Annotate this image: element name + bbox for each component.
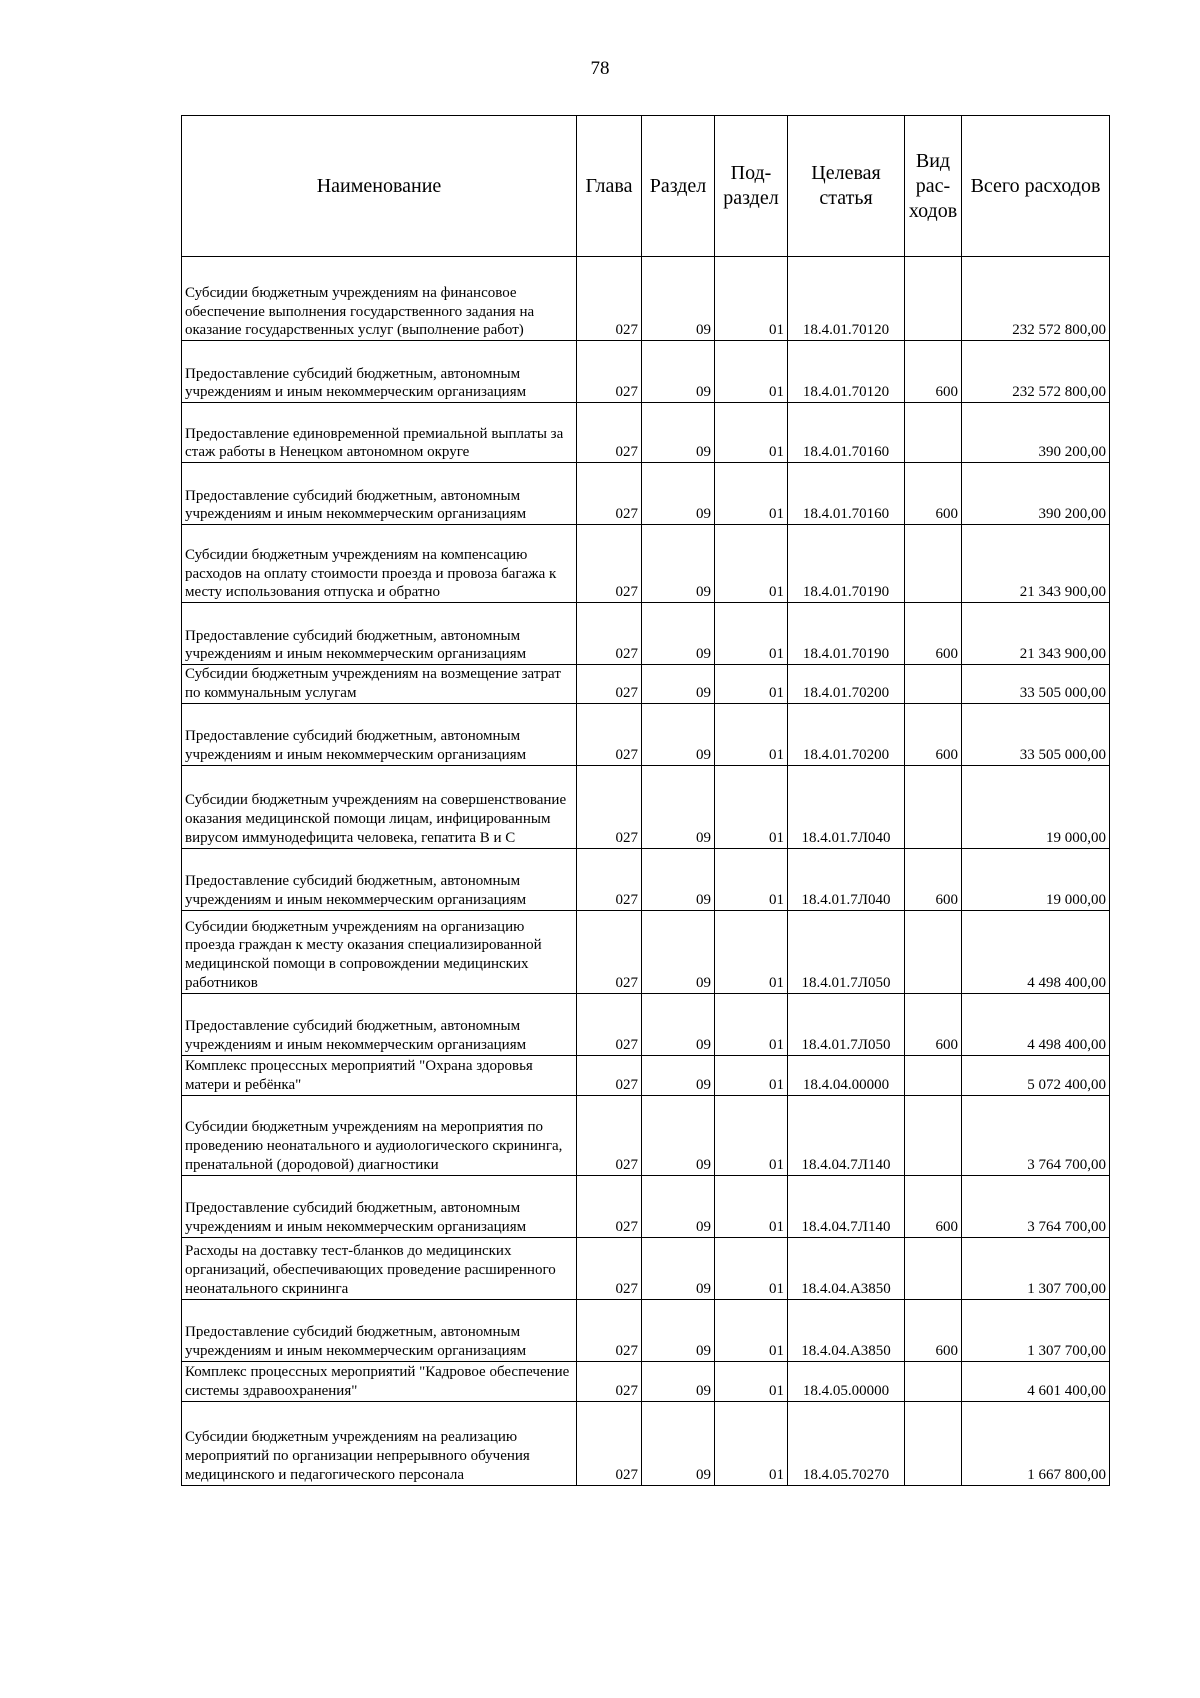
row-glava: 027 <box>577 341 642 403</box>
row-statya: 18.4.01.70120 <box>788 341 905 403</box>
row-total: 21 343 900,00 <box>962 525 1110 603</box>
row-total: 4 601 400,00 <box>962 1361 1110 1401</box>
table-row <box>182 1299 1110 1361</box>
row-statya: 18.4.04.А3850 <box>788 1299 905 1361</box>
row-podrazdel: 01 <box>715 257 788 341</box>
row-name: Предоставление субсидий бюджетным, автономным учреждениям и иным некоммерческим организациям <box>182 341 577 403</box>
row-podrazdel: 01 <box>715 463 788 525</box>
row-vid <box>905 910 962 993</box>
row-name: Субсидии бюджетным учреждениям на совершенствование оказания медицинской помощи лицам, инфицированным вирусом иммунодефицита человека, гепатита В и С <box>182 765 577 848</box>
row-podrazdel: 01 <box>715 910 788 993</box>
row-total: 390 200,00 <box>962 403 1110 463</box>
row-podrazdel: 01 <box>715 1401 788 1485</box>
budget-table <box>181 115 1110 1486</box>
row-razdel: 09 <box>642 993 715 1055</box>
header-name: Наименование <box>182 116 577 257</box>
row-podrazdel: 01 <box>715 1055 788 1095</box>
row-vid <box>905 665 962 704</box>
row-name: Предоставление субсидий бюджетным, автономным учреждениям и иным некоммерческим организациям <box>182 993 577 1055</box>
row-vid: 600 <box>905 848 962 910</box>
row-razdel: 09 <box>642 1095 715 1175</box>
row-total: 5 072 400,00 <box>962 1055 1110 1095</box>
row-name: Комплекс процессных мероприятий "Охрана здоровья матери и ребёнка" <box>182 1055 577 1095</box>
row-name: Субсидии бюджетным учреждениям на компенсацию расходов на оплату стоимости проезда и провоза багажа к месту использования отпуска и обратно <box>182 525 577 603</box>
row-glava: 027 <box>577 910 642 993</box>
row-total: 1 307 700,00 <box>962 1237 1110 1299</box>
row-razdel: 09 <box>642 765 715 848</box>
table-row <box>182 257 1110 341</box>
row-razdel: 09 <box>642 848 715 910</box>
row-razdel: 09 <box>642 463 715 525</box>
row-razdel: 09 <box>642 665 715 704</box>
row-razdel: 09 <box>642 1361 715 1401</box>
row-glava: 027 <box>577 765 642 848</box>
row-glava: 027 <box>577 403 642 463</box>
row-total: 390 200,00 <box>962 463 1110 525</box>
row-podrazdel: 01 <box>715 993 788 1055</box>
row-vid <box>905 1237 962 1299</box>
row-statya: 18.4.01.70200 <box>788 703 905 765</box>
row-statya: 18.4.01.70160 <box>788 463 905 525</box>
row-glava: 027 <box>577 1237 642 1299</box>
row-name: Комплекс процессных мероприятий "Кадровое обеспечение системы здравоохранения" <box>182 1361 577 1401</box>
row-razdel: 09 <box>642 403 715 463</box>
row-podrazdel: 01 <box>715 1237 788 1299</box>
row-total: 19 000,00 <box>962 765 1110 848</box>
row-razdel: 09 <box>642 341 715 403</box>
row-total: 4 498 400,00 <box>962 910 1110 993</box>
row-total: 19 000,00 <box>962 848 1110 910</box>
header-glava: Глава <box>577 116 642 257</box>
row-statya: 18.4.01.7Л040 <box>788 765 905 848</box>
row-podrazdel: 01 <box>715 1095 788 1175</box>
row-total: 33 505 000,00 <box>962 665 1110 704</box>
table-row <box>182 993 1110 1055</box>
row-name: Предоставление субсидий бюджетным, автономным учреждениям и иным некоммерческим организациям <box>182 463 577 525</box>
row-vid <box>905 1361 962 1401</box>
table-row <box>182 525 1110 603</box>
row-glava: 027 <box>577 1095 642 1175</box>
row-statya: 18.4.05.70270 <box>788 1401 905 1485</box>
row-podrazdel: 01 <box>715 1361 788 1401</box>
table-row <box>182 703 1110 765</box>
row-statya: 18.4.01.70190 <box>788 603 905 665</box>
row-glava: 027 <box>577 1175 642 1237</box>
row-total: 33 505 000,00 <box>962 703 1110 765</box>
table-row <box>182 848 1110 910</box>
row-statya: 18.4.01.70120 <box>788 257 905 341</box>
row-podrazdel: 01 <box>715 1299 788 1361</box>
table-row <box>182 1095 1110 1175</box>
table-row <box>182 403 1110 463</box>
row-statya: 18.4.04.7Л140 <box>788 1095 905 1175</box>
row-podrazdel: 01 <box>715 1175 788 1237</box>
row-razdel: 09 <box>642 525 715 603</box>
row-vid <box>905 403 962 463</box>
row-razdel: 09 <box>642 1401 715 1485</box>
row-razdel: 09 <box>642 1055 715 1095</box>
row-name: Субсидии бюджетным учреждениям на финансовое обеспечение выполнения государственного задания на оказание государственных услуг (выполнение работ) <box>182 257 577 341</box>
row-name: Предоставление субсидий бюджетным, автономным учреждениям и иным некоммерческим организациям <box>182 1175 577 1237</box>
row-name: Предоставление субсидий бюджетным, автономным учреждениям и иным некоммерческим организациям <box>182 603 577 665</box>
row-name: Субсидии бюджетным учреждениям на мероприятия по проведению неонатального и аудиологического скрининга, пренатальной (дородовой) диагностики <box>182 1095 577 1175</box>
row-glava: 027 <box>577 1361 642 1401</box>
row-vid <box>905 257 962 341</box>
row-vid: 600 <box>905 463 962 525</box>
row-glava: 027 <box>577 603 642 665</box>
table-row <box>182 1237 1110 1299</box>
row-vid: 600 <box>905 703 962 765</box>
row-glava: 027 <box>577 1299 642 1361</box>
row-statya: 18.4.01.7Л050 <box>788 910 905 993</box>
table-header-row <box>182 116 1110 257</box>
row-vid <box>905 525 962 603</box>
row-podrazdel: 01 <box>715 403 788 463</box>
row-total: 4 498 400,00 <box>962 993 1110 1055</box>
row-razdel: 09 <box>642 910 715 993</box>
row-total: 21 343 900,00 <box>962 603 1110 665</box>
row-glava: 027 <box>577 1055 642 1095</box>
table-row <box>182 1175 1110 1237</box>
row-statya: 18.4.01.70200 <box>788 665 905 704</box>
row-glava: 027 <box>577 525 642 603</box>
table-row <box>182 1401 1110 1485</box>
row-razdel: 09 <box>642 1237 715 1299</box>
table-row <box>182 1055 1110 1095</box>
row-glava: 027 <box>577 848 642 910</box>
row-podrazdel: 01 <box>715 341 788 403</box>
row-name: Субсидии бюджетным учреждениям на организацию проезда граждан к месту оказания специализированной медицинской помощи в сопровождении медицинских работников <box>182 910 577 993</box>
row-name: Предоставление субсидий бюджетным, автономным учреждениям и иным некоммерческим организациям <box>182 848 577 910</box>
row-vid <box>905 1095 962 1175</box>
header-vid: Вид рас-ходов <box>905 116 962 257</box>
table-row <box>182 910 1110 993</box>
row-total: 3 764 700,00 <box>962 1175 1110 1237</box>
header-podrazdel: Под-раздел <box>715 116 788 257</box>
row-statya: 18.4.01.7Л050 <box>788 993 905 1055</box>
row-podrazdel: 01 <box>715 765 788 848</box>
row-vid: 600 <box>905 603 962 665</box>
row-vid: 600 <box>905 1299 962 1361</box>
row-razdel: 09 <box>642 703 715 765</box>
row-glava: 027 <box>577 463 642 525</box>
row-razdel: 09 <box>642 603 715 665</box>
row-vid <box>905 765 962 848</box>
row-name: Расходы на доставку тест-бланков до медицинских организаций, обеспечивающих проведение расширенного неонатального скрининга <box>182 1237 577 1299</box>
table-row <box>182 341 1110 403</box>
row-statya: 18.4.05.00000 <box>788 1361 905 1401</box>
row-name: Субсидии бюджетным учреждениям на возмещение затрат по коммунальным услугам <box>182 665 577 704</box>
row-name: Субсидии бюджетным учреждениям на реализацию мероприятий по организации непрерывного обучения медицинского и педагогического персонала <box>182 1401 577 1485</box>
row-podrazdel: 01 <box>715 665 788 704</box>
row-podrazdel: 01 <box>715 525 788 603</box>
row-statya: 18.4.04.7Л140 <box>788 1175 905 1237</box>
row-name: Предоставление субсидий бюджетным, автономным учреждениям и иным некоммерческим организациям <box>182 1299 577 1361</box>
table-row <box>182 603 1110 665</box>
table-row <box>182 765 1110 848</box>
row-total: 232 572 800,00 <box>962 257 1110 341</box>
header-statya: Целевая статья <box>788 116 905 257</box>
row-name: Предоставление единовременной премиальной выплаты за стаж работы в Ненецком автономном округе <box>182 403 577 463</box>
header-razdel: Раздел <box>642 116 715 257</box>
table-row <box>182 1361 1110 1401</box>
row-statya: 18.4.04.А3850 <box>788 1237 905 1299</box>
row-podrazdel: 01 <box>715 603 788 665</box>
table-row <box>182 463 1110 525</box>
page-number: 78 <box>590 58 610 79</box>
row-statya: 18.4.01.70160 <box>788 403 905 463</box>
table-row <box>182 665 1110 704</box>
row-total: 3 764 700,00 <box>962 1095 1110 1175</box>
row-glava: 027 <box>577 993 642 1055</box>
row-vid: 600 <box>905 341 962 403</box>
row-vid <box>905 1401 962 1485</box>
row-name: Предоставление субсидий бюджетным, автономным учреждениям и иным некоммерческим организациям <box>182 703 577 765</box>
row-vid <box>905 1055 962 1095</box>
row-razdel: 09 <box>642 1175 715 1237</box>
row-podrazdel: 01 <box>715 703 788 765</box>
row-statya: 18.4.04.00000 <box>788 1055 905 1095</box>
row-razdel: 09 <box>642 1299 715 1361</box>
row-statya: 18.4.01.70190 <box>788 525 905 603</box>
row-podrazdel: 01 <box>715 848 788 910</box>
row-vid: 600 <box>905 993 962 1055</box>
row-statya: 18.4.01.7Л040 <box>788 848 905 910</box>
row-glava: 027 <box>577 665 642 704</box>
row-glava: 027 <box>577 703 642 765</box>
header-total: Всего расходов <box>962 116 1110 257</box>
row-total: 1 307 700,00 <box>962 1299 1110 1361</box>
row-total: 1 667 800,00 <box>962 1401 1110 1485</box>
row-glava: 027 <box>577 1401 642 1485</box>
row-razdel: 09 <box>642 257 715 341</box>
row-total: 232 572 800,00 <box>962 341 1110 403</box>
row-vid: 600 <box>905 1175 962 1237</box>
row-glava: 027 <box>577 257 642 341</box>
